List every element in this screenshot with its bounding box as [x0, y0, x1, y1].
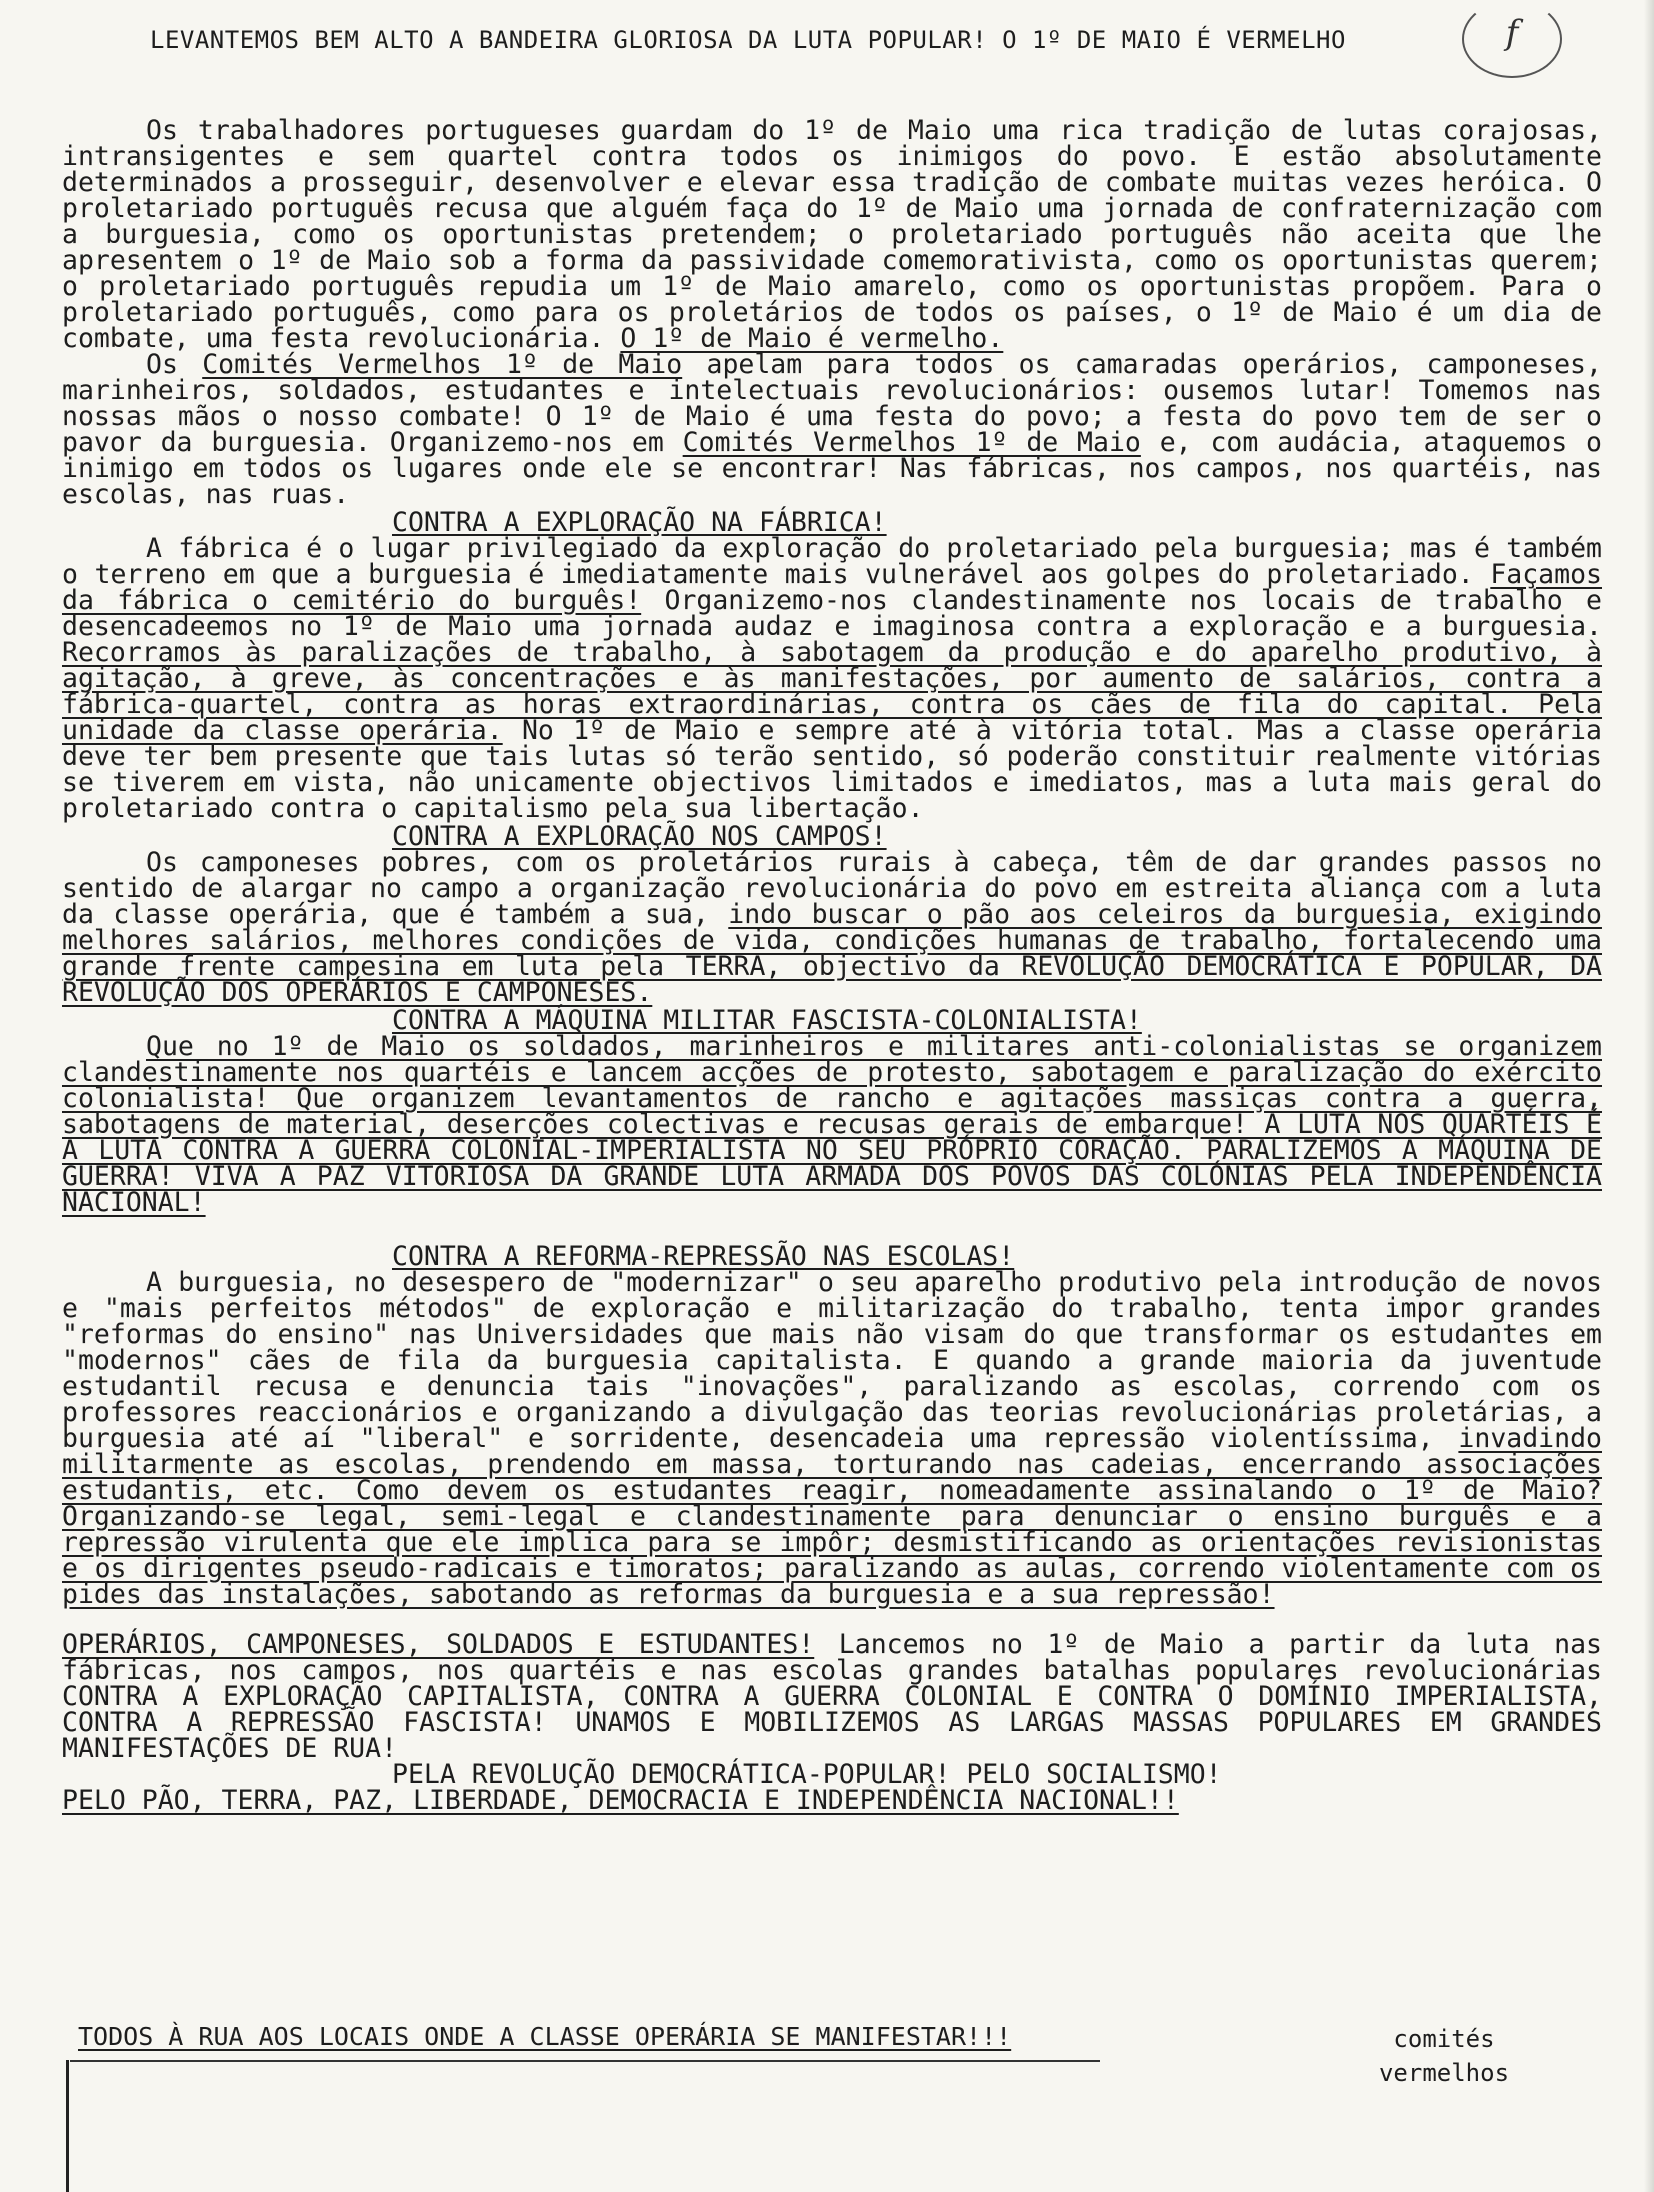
factory-actions: Recorramos às paralizações de trabalho, à sabotagem da produção e do aparelho produtivo, à agitação, à greve, às concentrações e às manifestações, por aumento de salários, contra a fábrica-quartel, contra as horas extraordinárias, contra os cães de fila do capital. Pela unidade da classe operária.	[62, 637, 1602, 746]
slogan-line-2: PELO PÃO, TERRA, PAZ, LIBERDADE, DEMOCRACIA E INDEPENDÊNCIA NACIONAL!!	[62, 1785, 1179, 1816]
closing-text: Lancemos no 1º de Maio a partir da luta nas fábricas, nos campos, nos quartéis e nas escolas grandes batalhas populares revolucionárias CONTRA A EXPLORAÇÃO CAPITALISTA, CONTRA A GUERRA COLONIAL E CONTRA O DOMÍNIO IMPERIALISTA, CONTRA A REPRESSÃO FASCISTA! UNAMOS E MOBILIZEMOS AS LARGAS MASSAS POPULARES EM GRANDES MANIFESTAÇÕES DE RUA!	[62, 1629, 1602, 1764]
slogan-line-1: PELA REVOLUÇÃO DEMOCRÁTICA-POPULAR! PELO SOCIALISMO!	[392, 1759, 1222, 1790]
signature-line-2: vermelhos	[1378, 2059, 1510, 2087]
intro-slogan: O 1º de Maio é vermelho.	[620, 323, 1004, 354]
fields-actions: indo buscar o pão aos celeiros da burguesia, exigindo melhores salários, melhores condições de vida, condições humanas de trabalho, fortalecendo uma grande frente campesina em luta pela TERRA, objectivo da REVOLUÇÃO DEMOCRÁTICA E POPULAR, DA REVOLUÇÃO DOS OPERÁRIOS E CAMPONESES.	[62, 899, 1602, 1008]
signature	[1354, 2022, 1534, 2090]
appeal-text-middle: apelam para todos os camaradas operários, camponeses, marinheiros, soldados, estudantes e intelectuais revolucionários: ousemos lutar! Tomemos nas nossas mãos o nosso combate! O 1º de Maio é uma festa do povo; a festa do povo tem de ser o pavor da burguesia. Organizemo-nos em	[62, 349, 1602, 458]
schools-actions: invadindo militarmente as escolas, prendendo em massa, torturando nas cadeias, encerrando associações estudantis, etc. Como devem os estudantes reagir, nomeadamente assinalando o 1º de Maio? Organizando-se legal, semi-legal e clandestinamente para denunciar o ensino burguês e a repressão virulenta que ele implica para se impôr; desmistificando as orientações revisionistas e os dirigentes pseudo-radicais e timoratos; paralizando as aulas, correndo violentamente com os pides das instalações, sabotando as reformas da burguesia e a sua repressão!	[62, 1423, 1602, 1610]
section-paragraph-military	[62, 1031, 1602, 1218]
section-paragraph-fields	[62, 847, 1602, 1008]
military-actions: Que no 1º de Maio os soldados, marinheiros e militares anti-colonialistas se organizem clandestinamente nos quartéis e lancem acções de protesto, sabotagem e paralização do exército colonialista! Que organizem levantamentos de rancho e agitações massiças contra a guerra, sabotagens de material, deserções colectivas e recusas gerais de embarque! A LUTA NOS QUARTÉIS É A LUTA CONTRA A GUERRA COLONIAL-IMPERIALISTA NO SEU PRÓPRIO CORAÇÃO. PARALIZEMOS A MÁQUINA DE GUERRA! VIVA A PAZ VITORIOSA DA GRANDE LUTA ARMADA DOS POVOS DAS COLÓNIAS PELA INDEPENDÊNCIA NACIONAL!	[62, 1031, 1602, 1218]
appeal-text-start: Os	[146, 349, 178, 380]
section-paragraph-factory	[62, 533, 1602, 824]
spacer	[62, 1216, 1602, 1242]
closing-paragraph	[62, 1629, 1602, 1764]
closing-call	[62, 1629, 1602, 1816]
section-heading-schools: CONTRA A REFORMA-REPRESSÃO NAS ESCOLAS!	[392, 1241, 1015, 1272]
committee-name-2: Comités Vermelhos 1º de Maio	[682, 427, 1141, 458]
margin-bar	[66, 2060, 69, 2192]
factory-text-a: A fábrica é o lugar privilegiado da exploração do proletariado pela burguesia; mas é também o terreno em que a burguesia é imediatamente mais vulnerável aos golpes do proletariado.	[62, 533, 1602, 590]
closing-addressees: OPERÁRIOS, CAMPONESES, SOLDADOS E ESTUDANTES!	[62, 1629, 815, 1660]
factory-text-c: Organizemo-nos clandestinamente nos locais de trabalho e desencadeemos no 1º de Maio uma jornada audaz e imaginosa contra a exploração e a burguesia.	[62, 585, 1602, 642]
fields-text-a: Os camponeses pobres, com os proletários rurais à cabeça, têm de dar grandes passos no sentido de alargar no campo a organização revolucionária do povo em estreita aliança com a luta da classe operária, que é também a sua,	[62, 847, 1602, 930]
page-title: LEVANTEMOS BEM ALTO A BANDEIRA GLORIOSA DA LUTA POPULAR! O 1º DE MAIO É VERMELHO	[150, 26, 1346, 54]
section-heading-factory: CONTRA A EXPLORAÇÃO NA FÁBRICA!	[392, 507, 887, 538]
intro-text: Os trabalhadores portugueses guardam do 1º de Maio uma rica tradição de lutas corajosas, intransigentes e sem quartel contra todos os inimigos do povo. E estão absolutamente determinados a prosseguir, desenvolver e elevar essa tradição de combate muitas vezes heróica. O proletariado português recusa que alguém faça do 1º de Maio uma jornada de confraternização com a burguesia, como os oportunistas pretendem; o proletariado português não aceita que lhe apresentem o 1º de Maio sob a forma da passividade comemorativista, como os oportunistas querem; o proletariado português repudia um 1º de Maio amarelo, como os oportunistas propõem. Para o proletariado português, como para os proletários de todos os países, o 1º de Maio é um dia de combate, uma festa revolucionária.	[62, 115, 1602, 354]
factory-slogan: Façamos da fábrica o cemitério do burguês!	[62, 559, 1602, 616]
factory-text-e: No 1º de Maio e sempre até à vitória total. Mas a classe operária deve ter bem presente que tais lutas só terão sentido, só poderão constituir realmente vitórias se tiverem em vista, não unicamente objectivos limitados e imediatos, mas a luta mais geral do proletariado contra o capitalismo pela sua libertação.	[62, 715, 1602, 824]
intro-paragraph	[62, 115, 1602, 354]
appeal-text-end: e, com audácia, ataquemos o inimigo em todos os lugares onde ele se encontrar! Nas fábricas, nos campos, nos quartéis, nas escolas, nas ruas.	[62, 427, 1602, 510]
scan-edge	[1644, 0, 1654, 2192]
section-paragraph-schools	[62, 1267, 1602, 1610]
handwritten-mark: f	[1462, 0, 1562, 78]
appeal-paragraph	[62, 349, 1602, 510]
footer-rule	[70, 2060, 1100, 2062]
signature-line-1: comités	[1393, 2025, 1495, 2053]
committee-name: Comités Vermelhos 1º de Maio	[202, 349, 683, 380]
schools-text-a: A burguesia, no desespero de "modernizar" o seu aparelho produtivo pela introdução de novos e "mais perfeitos métodos" de exploração e militarização do trabalho, tenta impor grandes "reformas do ensino" nas Universidades que mais não visam do que transformar os estudantes em "modernos" cães de fila da burguesia capitalista. E quando a grande maioria da juventude estudantil recusa e denuncia tais "inovações", paralizando as escolas, correndo com os professores reaccionários e organizando a divulgação das teorias revolucionárias proletárias, a burguesia até aí "liberal" e sorridente, desencadeia uma repressão violentíssima,	[62, 1267, 1602, 1454]
section-heading-fields: CONTRA A EXPLORAÇÃO NOS CAMPOS!	[392, 821, 887, 852]
leaflet-body	[62, 115, 1602, 1816]
footer-call: TODOS À RUA AOS LOCAIS ONDE A CLASSE OPERÁRIA SE MANIFESTAR!!!	[78, 2022, 1012, 2051]
section-heading-military: CONTRA A MÁQUINA MILITAR FASCISTA-COLONIALISTA!	[392, 1005, 1142, 1036]
